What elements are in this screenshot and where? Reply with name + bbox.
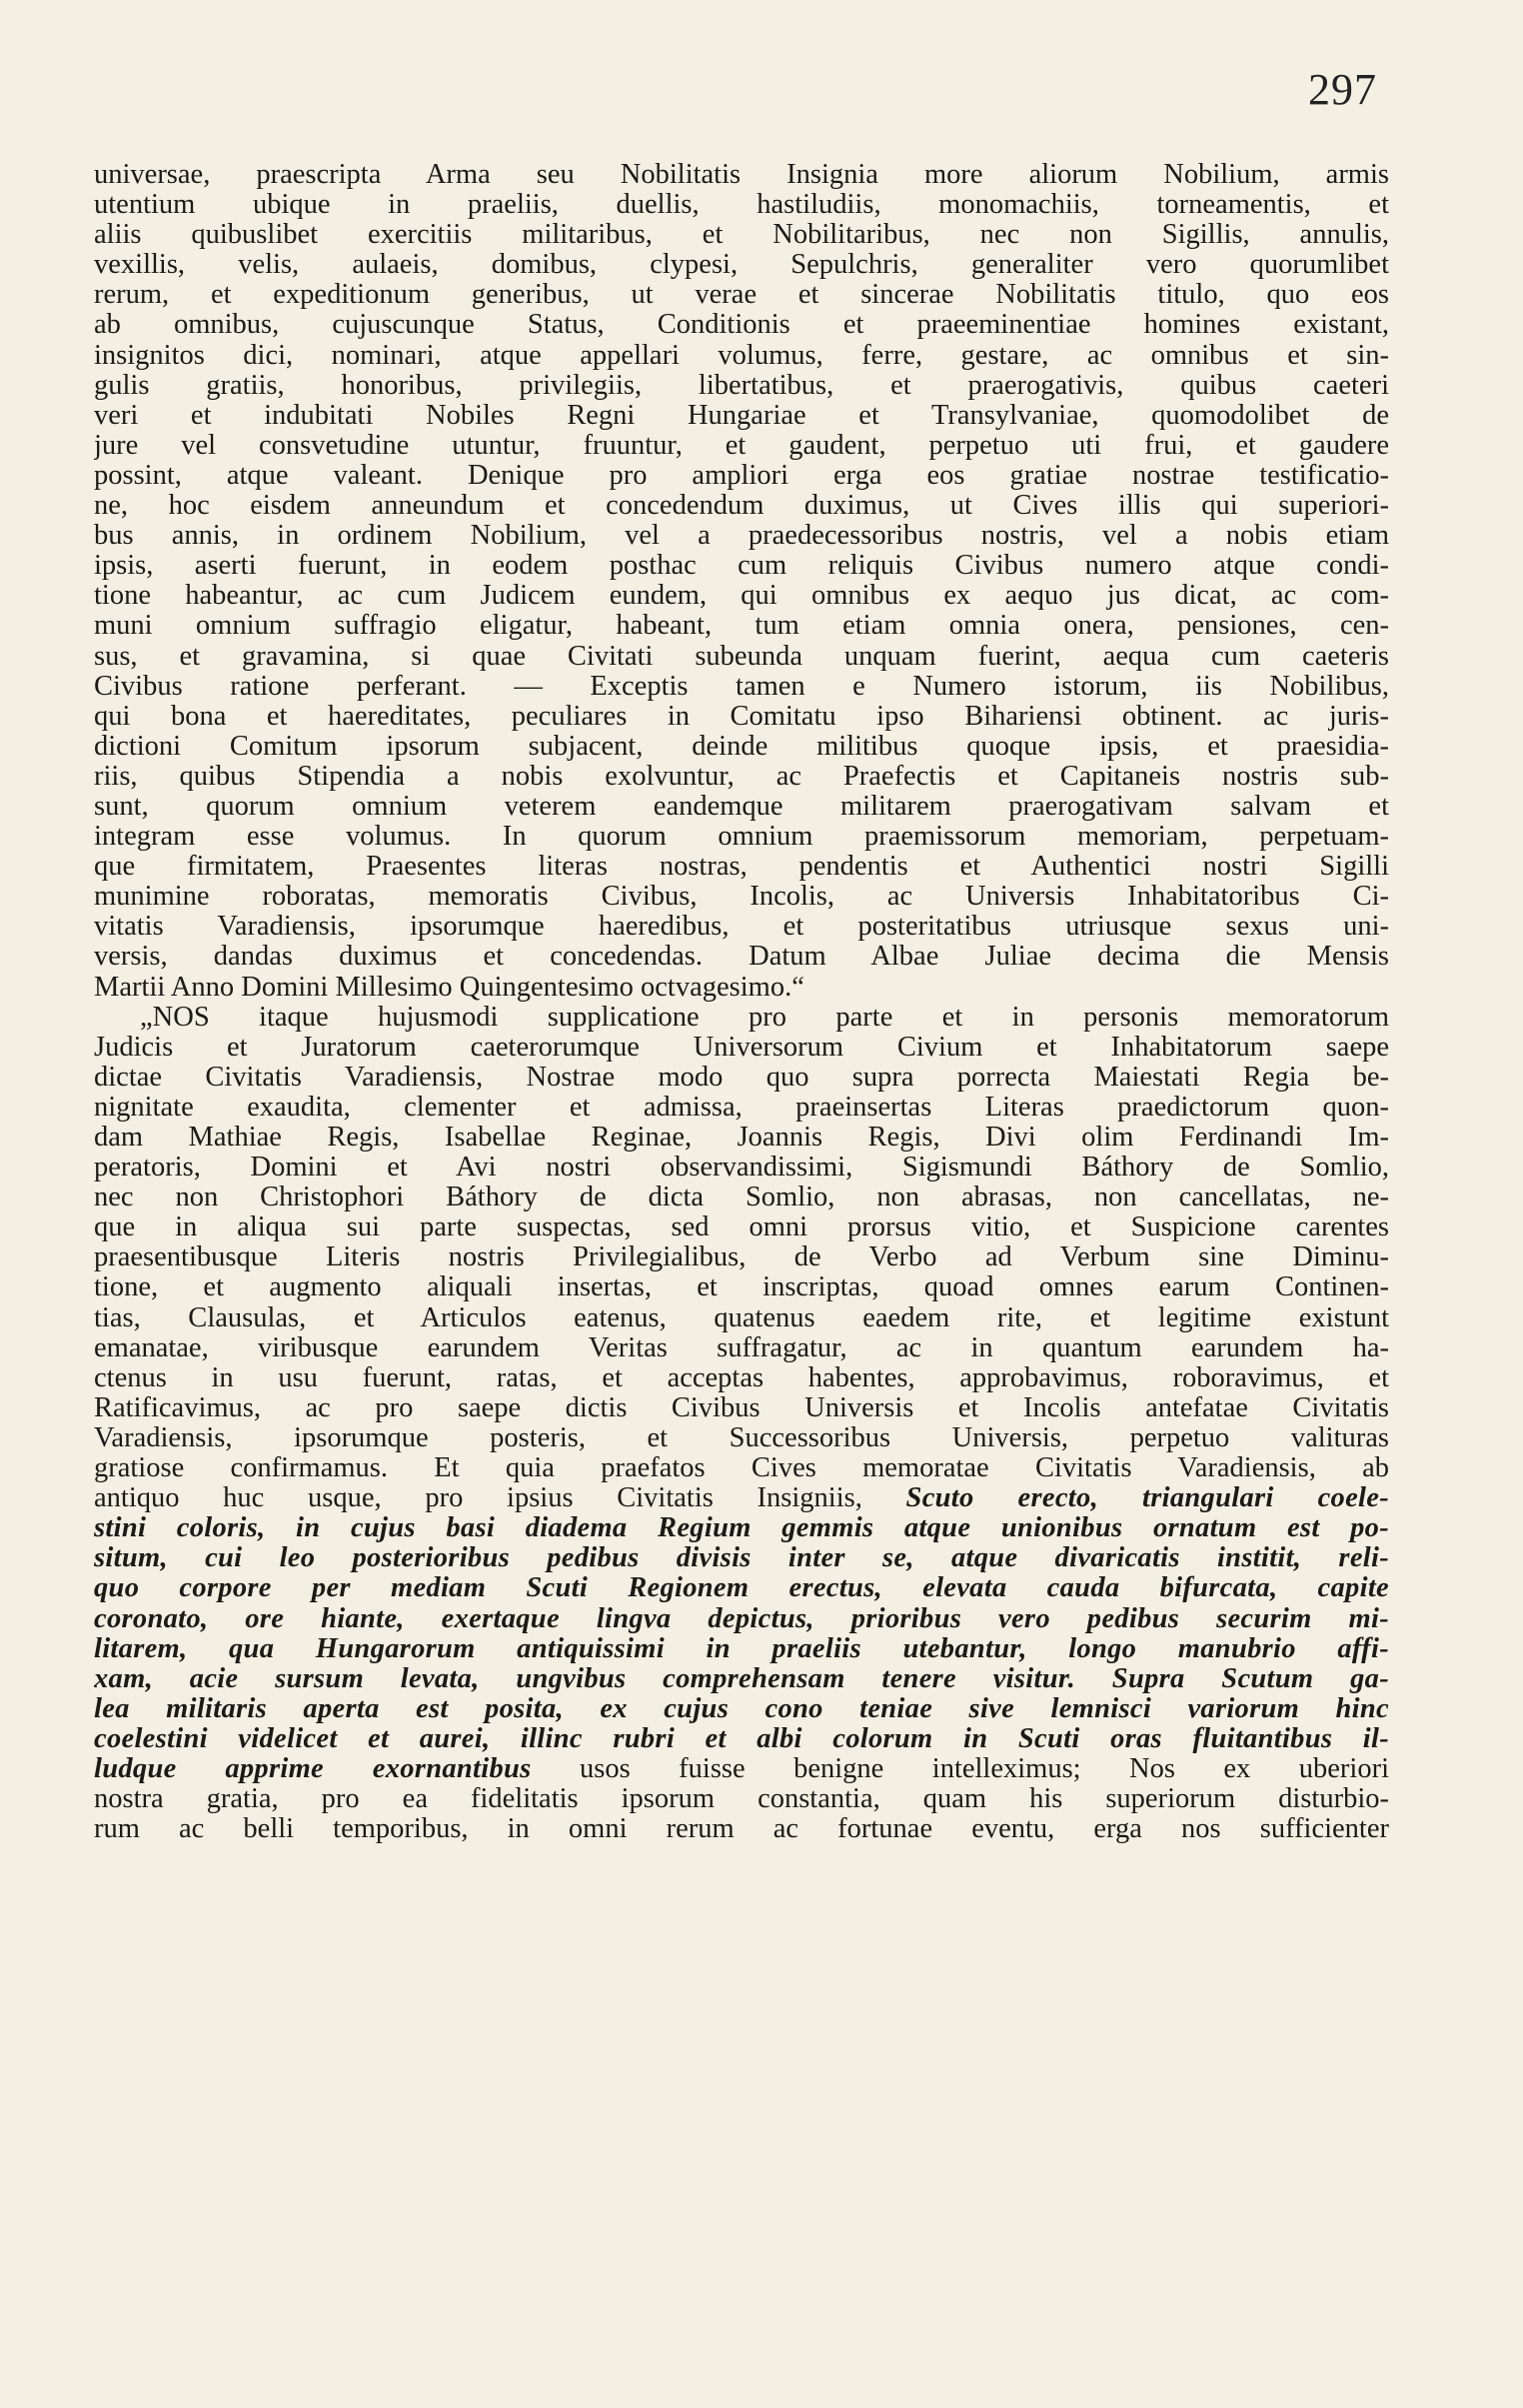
text-line [94,220,1389,250]
line-text: rerum, et expeditionum generibus, ut verae et sincerae Nobilitatis titulo, quo eos [94,280,1389,311]
text-line [94,611,1389,641]
line-text: possint, atque valeant. Denique pro ampliori erga eos gratiae nostrae testificatio- [94,460,1389,491]
line-text: dictae Civitatis Varadiensis, Nostrae modo quo supra porrecta Maiestati Regia be- [94,1062,1389,1093]
text-line [94,792,1389,822]
text-line [94,1272,1389,1302]
text-line [94,942,1389,972]
line-text: tione habeantur, ac cum Judicem eundem, qui omnibus ex aequo jus dicat, ac com- [94,581,1389,612]
text-line [94,581,1389,611]
line-text: bus annis, in ordinem Nobilium, vel a praedecessoribus nostris, vel a nobis etiam [94,521,1389,552]
text-line [94,672,1389,702]
line-text: „NOS itaque hujusmodi supplicatione pro parte et in personis memoratorum [140,1002,1389,1033]
italic-text: Scuto erecto, triangulari coele- [905,1483,1389,1514]
italic-text: situm, cui leo posterioribus pedibus divisis inter se, atque divaricatis institit, reli- [94,1543,1389,1574]
text-line [94,431,1389,461]
line-text: emanatae, viribusque earundem Veritas suffragatur, ac in quantum earundem ha- [94,1332,1389,1363]
line-text: ipsis, aserti fuerunt, in eodem posthac cum reliquis Civibus numero atque condi- [94,551,1389,582]
line-text: vexillis, velis, aulaeis, domibus, clypesi, Sepulchris, generaliter vero quorumlibet [94,250,1389,281]
text-line [94,1183,1389,1212]
text-line [94,822,1389,852]
italic-text: ludque apprime exornantibus [94,1753,532,1784]
line-text: sus, et gravamina, si quae Civitati subeunda unquam fuerint, aequa cum caeteris [94,641,1389,672]
line-text: nostra gratia, pro ea fidelitatis ipsorum constantia, quam his superiorum disturbio- [94,1784,1389,1815]
text-line [94,912,1389,942]
line-text: ne, hoc eisdem anneundum et concedendum duximus, ut Cives illis qui superiori- [94,491,1389,522]
text-line [94,1063,1389,1093]
line-text: praesentibusque Literis nostris Privilegialibus, de Verbo ad Verbum sine Diminu- [94,1242,1389,1273]
text-line [94,160,1389,190]
italic-text: lea militaris aperta est posita, ex cujus cono teniae sive lemnisci variorum hinc [94,1693,1389,1724]
text-line [94,1212,1389,1242]
line-text: tias, Clausulas, et Articulos eatenus, quatenus eaedem rite, et legitime existunt [94,1302,1389,1333]
italic-text: stini coloris, in cujus basi diadema Regium gemmis atque unionibus ornatum est po- [94,1513,1389,1544]
italic-text: quo corpore per mediam Scuti Regionem erectus, elevata cauda bifurcata, capite [94,1573,1389,1604]
italic-text: coronato, ore hiante, exertaque lingva depictus, prioribus vero pedibus securim mi- [94,1603,1389,1634]
paragraph [94,160,1389,1003]
line-text: integram esse volumus. In quorum omnium praemissorum memoriam, perpetuam- [94,822,1389,853]
text-line [94,852,1389,882]
text-line [94,280,1389,310]
line-text: universae, praescripta Arma seu Nobilitatis Insignia more aliorum Nobilium, armis [94,160,1389,190]
text-line [94,190,1389,220]
line-text: ab omnibus, cujuscunque Status, Conditionis et praeeminentiae homines existant, [94,310,1389,341]
text-line [94,762,1389,792]
text-line [94,521,1389,551]
text-line [94,1423,1389,1453]
line-text: muni omnium suffragio eligatur, habeant, tum etiam omnia onera, pensiones, cen- [94,611,1389,642]
line-text: munimine roboratas, memoratis Civibus, Incolis, ac Universis Inhabitatoribus Ci- [94,882,1389,913]
text-line [94,1483,1389,1513]
text-line [94,1393,1389,1423]
text-line [94,1664,1389,1694]
text-line [94,1333,1389,1363]
text-line [94,1242,1389,1272]
text-line [94,1634,1389,1664]
text-line [94,1153,1389,1183]
paragraph [94,1003,1389,1845]
text-line [94,250,1389,280]
page-number: 297 [1308,65,1377,114]
line-text: Martii Anno Domini Millesimo Quingentesimo octvagesimo.“ [94,972,804,1003]
text-line [94,1724,1389,1754]
line-text: ctenus in usu fuerunt, ratas, et acceptas habentes, approbavimus, roboravimus, et [94,1362,1389,1393]
line-text: nignitate exaudita, clementer et admissa, praeinsertas Literas praedictorum quon- [94,1092,1389,1123]
text-line [94,1543,1389,1573]
line-text: rum ac belli temporibus, in omni rerum ac fortunae eventu, erga nos sufficienter [94,1814,1389,1845]
line-text: sunt, quorum omnium veterem eandemque militarem praerogativam salvam et [94,791,1389,822]
italic-text: litarem, qua Hungarorum antiquissimi in praeliis utebantur, longo manubrio affi- [94,1633,1389,1664]
line-text: usos fuisse benigne intelleximus; Nos ex uberiori [531,1753,1389,1784]
body-text [94,160,1389,1844]
text-line [94,551,1389,581]
text-line [94,1453,1389,1483]
text-line [94,1784,1389,1814]
text-line [94,1303,1389,1333]
line-text: peratoris, Domini et Avi nostri observandissimi, Sigismundi Báthory de Somlio, [94,1153,1389,1184]
line-text: gulis gratiis, honoribus, privilegiis, libertatibus, et praerogativis, quibus caeteri [94,370,1389,401]
text-line [94,1513,1389,1543]
text-line [94,401,1389,431]
text-line [94,341,1389,371]
text-line [94,1573,1389,1603]
line-text: que in aliqua sui parte suspectas, sed omni prorsus vitio, et Suspicione carentes [94,1212,1389,1243]
text-line [94,732,1389,762]
line-text: insignitos dici, nominari, atque appellari volumus, ferre, gestare, ac omnibus et sin- [94,340,1389,371]
line-text: veri et indubitati Nobiles Regni Hungariae et Transylvaniae, quomodolibet de [94,400,1389,431]
line-text: utentium ubique in praeliis, duellis, hastiludiis, monomachiis, torneamentis, et [94,190,1389,221]
line-text: Civibus ratione perferant. — Exceptis tamen e Numero istorum, iis Nobilibus, [94,671,1389,702]
text-line [94,1754,1389,1784]
text-line [94,1363,1389,1393]
text-line [94,1604,1389,1634]
line-text: Ratificavimus, ac pro saepe dictis Civibus Universis et Incolis antefatae Civitatis [94,1392,1389,1423]
text-line [94,491,1389,521]
line-text: versis, dandas duximus et concedendas. Datum Albae Juliae decima die Mensis [94,942,1389,973]
text-line [94,702,1389,732]
line-text: dam Mathiae Regis, Isabellae Reginae, Joannis Regis, Divi olim Ferdinandi Im- [94,1123,1389,1153]
line-text: que firmitatem, Praesentes literas nostras, pendentis et Authentici nostri Sigilli [94,852,1389,883]
line-text: vitatis Varadiensis, ipsorumque haeredibus, et posteritatibus utriusque sexus uni- [94,912,1389,943]
line-text: Judicis et Juratorum caeterorumque Universorum Civium et Inhabitatorum saepe [94,1032,1389,1063]
line-text: riis, quibus Stipendia a nobis exolvuntur, ac Praefectis et Capitaneis nostris sub- [94,761,1389,792]
line-text: antiquo huc usque, pro ipsius Civitatis Insigniis, [94,1483,906,1514]
line-text: aliis quibuslibet exercitiis militaribus, et Nobilitaribus, nec non Sigillis, annulis, [94,220,1389,251]
text-line [94,461,1389,491]
line-text: gratiose confirmamus. Et quia praefatos Cives memoratae Civitatis Varadiensis, ab [94,1453,1389,1484]
line-text: jure vel consvetudine utuntur, fruuntur, et gaudent, perpetuo uti frui, et gaudere [94,430,1389,461]
text-line [94,371,1389,401]
line-text: tione, et augmento aliquali insertas, et inscriptas, quoad omnes earum Continen- [94,1272,1389,1303]
text-line [94,973,1389,1003]
line-text: qui bona et haereditates, peculiares in Comitatu ipso Bihariensi obtinent. ac juris- [94,701,1389,732]
line-text: dictioni Comitum ipsorum subjacent, deinde militibus quoque ipsis, et praesidia- [94,731,1389,762]
line-text: nec non Christophori Báthory de dicta Somlio, non abrasas, non cancellatas, ne- [94,1183,1389,1213]
italic-text: coelestini videlicet et aurei, illinc rubri et albi colorum in Scuti oras fluitantibus il- [94,1723,1389,1754]
line-text: Varadiensis, ipsorumque posteris, et Successoribus Universis, perpetuo valituras [94,1422,1389,1453]
text-line [94,642,1389,672]
text-line [94,1033,1389,1063]
text-line [94,310,1389,340]
text-line [94,1003,1389,1033]
text-line [94,1814,1389,1844]
text-line [94,882,1389,912]
text-line [94,1123,1389,1153]
italic-text: xam, acie sursum levata, ungvibus comprehensam tenere visitur. Supra Scutum ga- [94,1663,1389,1694]
text-line [94,1694,1389,1724]
text-line [94,1093,1389,1123]
